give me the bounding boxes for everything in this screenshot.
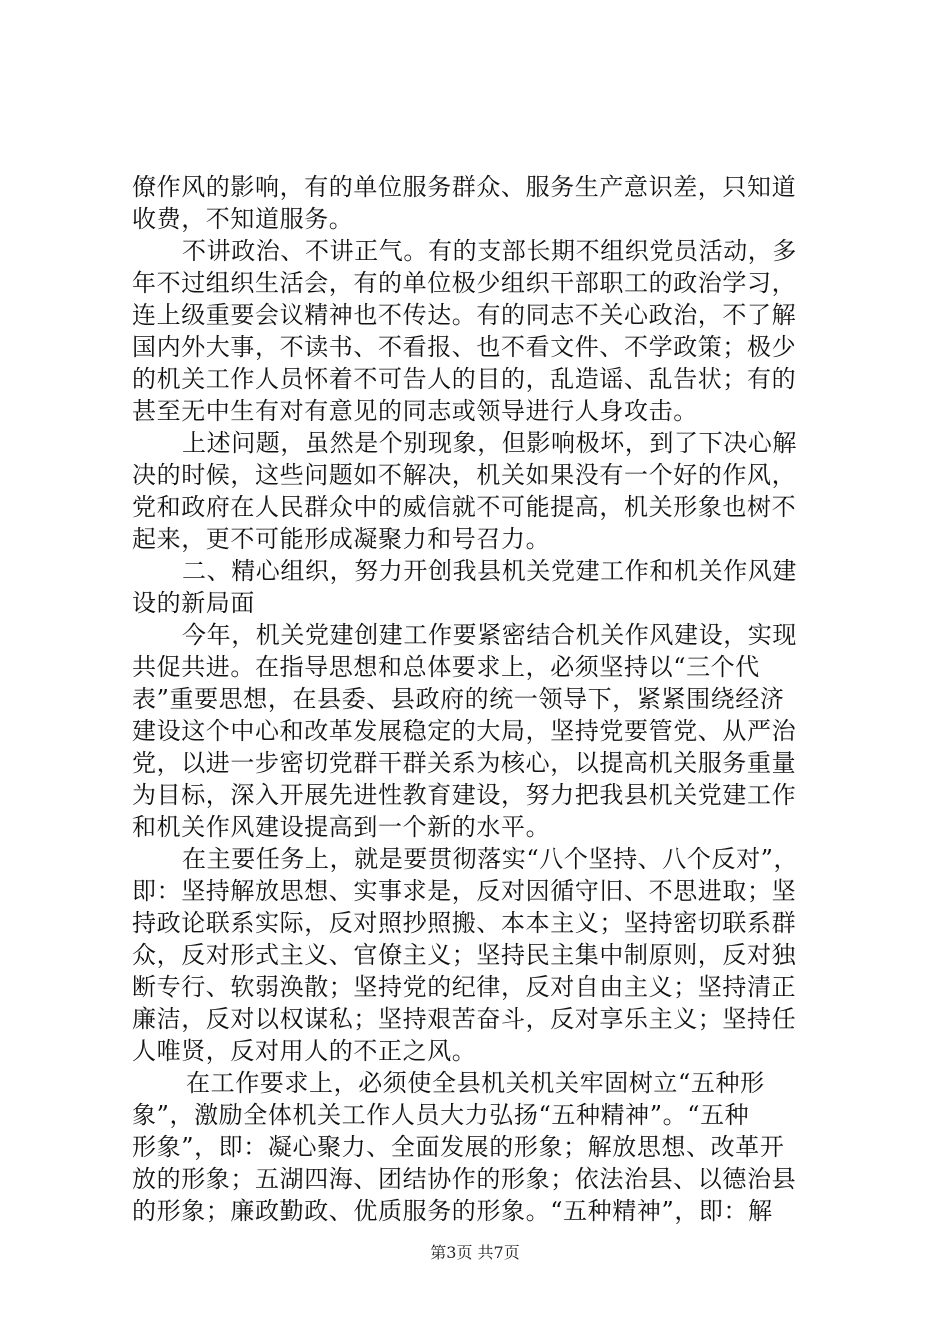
text-line: 和机关作风建设提高到一个新的水平。 (132, 813, 551, 841)
text-line: 不讲政治、不讲正气。有的支部长期不组织党员活动，多 (182, 237, 797, 265)
section-heading-cont: 设的新局面 (132, 589, 255, 617)
text-line: 今年，机关党建创建工作要紧密结合机关作风建设，实现 (182, 621, 797, 649)
text-line: 建设这个中心和改革发展稳定的大局，坚持党要管党、从严治 (132, 717, 797, 745)
text-line: 党和政府在人民群众中的威信就不可能提高，机关形象也树不 (132, 493, 797, 521)
text-line: 即：坚持解放思想、实事求是，反对因循守旧、不思进取；坚 (132, 877, 797, 905)
section-heading: 二、精心组织，努力开创我县机关党建工作和机关作风建 (182, 557, 797, 585)
text-line: 国内外大事，不读书、不看报、也不看文件、不学政策；极少 (132, 333, 797, 361)
text-line: 表”重要思想，在县委、县政府的统一领导下，紧紧围绕经济 (132, 685, 785, 713)
text-line: 共促共进。在指导思想和总体要求上，必须坚持以“三个代 (132, 653, 760, 681)
text-line: 收费，不知道服务。 (132, 205, 354, 233)
text-line: 党，以进一步密切党群干群关系为核心，以提高机关服务重量 (132, 749, 797, 777)
text-line: 连上级重要会议精神也不传达。有的同志不关心政治，不了解 (132, 301, 797, 329)
text-line: 在工作要求上，必须使全县机关机关牢固树立“五种形 (186, 1069, 765, 1097)
text-line: 的机关工作人员怀着不可告人的目的，乱造谣、乱告状；有的 (132, 365, 797, 393)
text-line: 年不过组织生活会，有的单位极少组织干部职工的政治学习， (132, 269, 797, 297)
text-line: 象”，激励全体机关工作人员大力弘扬“五种精神”。“五种 (132, 1101, 750, 1129)
text-line: 断专行、软弱涣散；坚持党的纪律，反对自由主义；坚持清正 (132, 973, 797, 1001)
text-line: 放的形象；五湖四海、团结协作的形象；依法治县、以德治县 (132, 1165, 797, 1193)
text-line: 持政论联系实际，反对照抄照搬、本本主义；坚持密切联系群 (132, 909, 797, 937)
text-line: 在主要任务上，就是要贯彻落实“八个坚持、八个反对”， (182, 845, 799, 873)
text-line: 上述问题，虽然是个别现象，但影响极坏，到了下决心解 (182, 429, 797, 457)
text-line: 甚至无中生有对有意见的同志或领导进行人身攻击。 (132, 397, 698, 425)
page-number-footer: 第3页 共7页 (430, 1243, 520, 1262)
text-line: 起来，更不可能形成凝聚力和号召力。 (132, 525, 551, 553)
text-line: 廉洁，反对以权谋私；坚持艰苦奋斗，反对享乐主义；坚持任 (132, 1005, 797, 1033)
body-text (132, 171, 824, 1227)
text-line: 的形象；廉政勤政、优质服务的形象。“五种精神”，即：解 (132, 1197, 773, 1225)
text-line: 众，反对形式主义、官僚主义；坚持民主集中制原则，反对独 (132, 941, 797, 969)
text-line: 形象”，即：凝心聚力、全面发展的形象；解放思想、改革开 (132, 1133, 785, 1161)
text-line: 人唯贤，反对用人的不正之风。 (132, 1037, 477, 1065)
text-line: 决的时候，这些问题如不解决，机关如果没有一个好的作风， (132, 461, 797, 489)
text-line: 为目标，深入开展先进性教育建设，努力把我县机关党建工作 (132, 781, 797, 809)
text-line: 僚作风的影响，有的单位服务群众、服务生产意识差，只知道 (132, 173, 797, 201)
